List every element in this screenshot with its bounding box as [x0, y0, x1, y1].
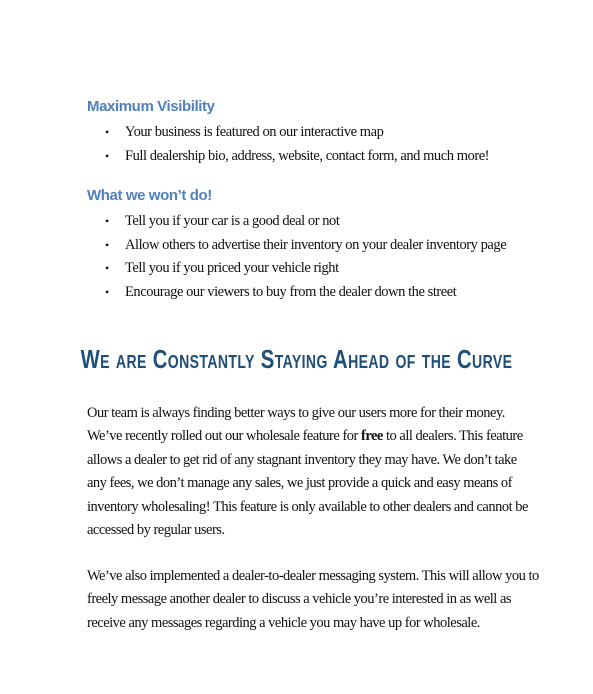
list-item: • Full dealership bio, address, website, contact form, and much more! — [87, 145, 489, 169]
list-item: • Encourage our viewers to buy from the dealer down the street — [87, 281, 506, 305]
paragraph-messaging: We’ve also implemented a dealer-to-dealer messaging system. This will allow you to freely message another dealer to discuss a vehicle you’re interested in as well as receive any messages regarding a vehicle you may have up for wholesale. — [87, 568, 539, 631]
bullet-icon: • — [105, 237, 109, 252]
visibility-list — [87, 121, 489, 168]
bullet-icon: • — [105, 148, 109, 163]
page-headline: We are Constantly Staying Ahead of the Curve — [80, 344, 513, 374]
bullet-icon: • — [105, 261, 109, 275]
bullet-icon: • — [105, 214, 109, 228]
list-item: • Tell you if your car is a good deal or not — [87, 210, 506, 234]
list-item: • Allow others to advertise their inventory on your dealer inventory page — [87, 234, 506, 258]
section-heading-visibility: Maximum Visibility — [87, 98, 215, 115]
list-item: • Your business is featured on our interactive map — [87, 121, 489, 145]
section-heading-wont-do: What we won’t do! — [87, 187, 212, 204]
paragraph-wholesale: Our team is always finding better ways to give our users more for their money. We’ve recently rolled out our wholesale feature for free to all dealers. This feature allows a dealer to get rid of any stagnant inventory they may have. We don’t take any fees, we don’t manage any sales, we just provide a quick and easy means of inventory wholesaling! This feature is only available to other dealers and cannot be accessed by regular users. — [87, 405, 528, 539]
emphasis-free: free — [360, 428, 383, 445]
bullet-icon: • — [105, 284, 109, 299]
list-item: • Tell you if you priced your vehicle right — [87, 257, 506, 281]
wont-do-list — [87, 210, 506, 304]
bullet-icon: • — [105, 125, 109, 139]
